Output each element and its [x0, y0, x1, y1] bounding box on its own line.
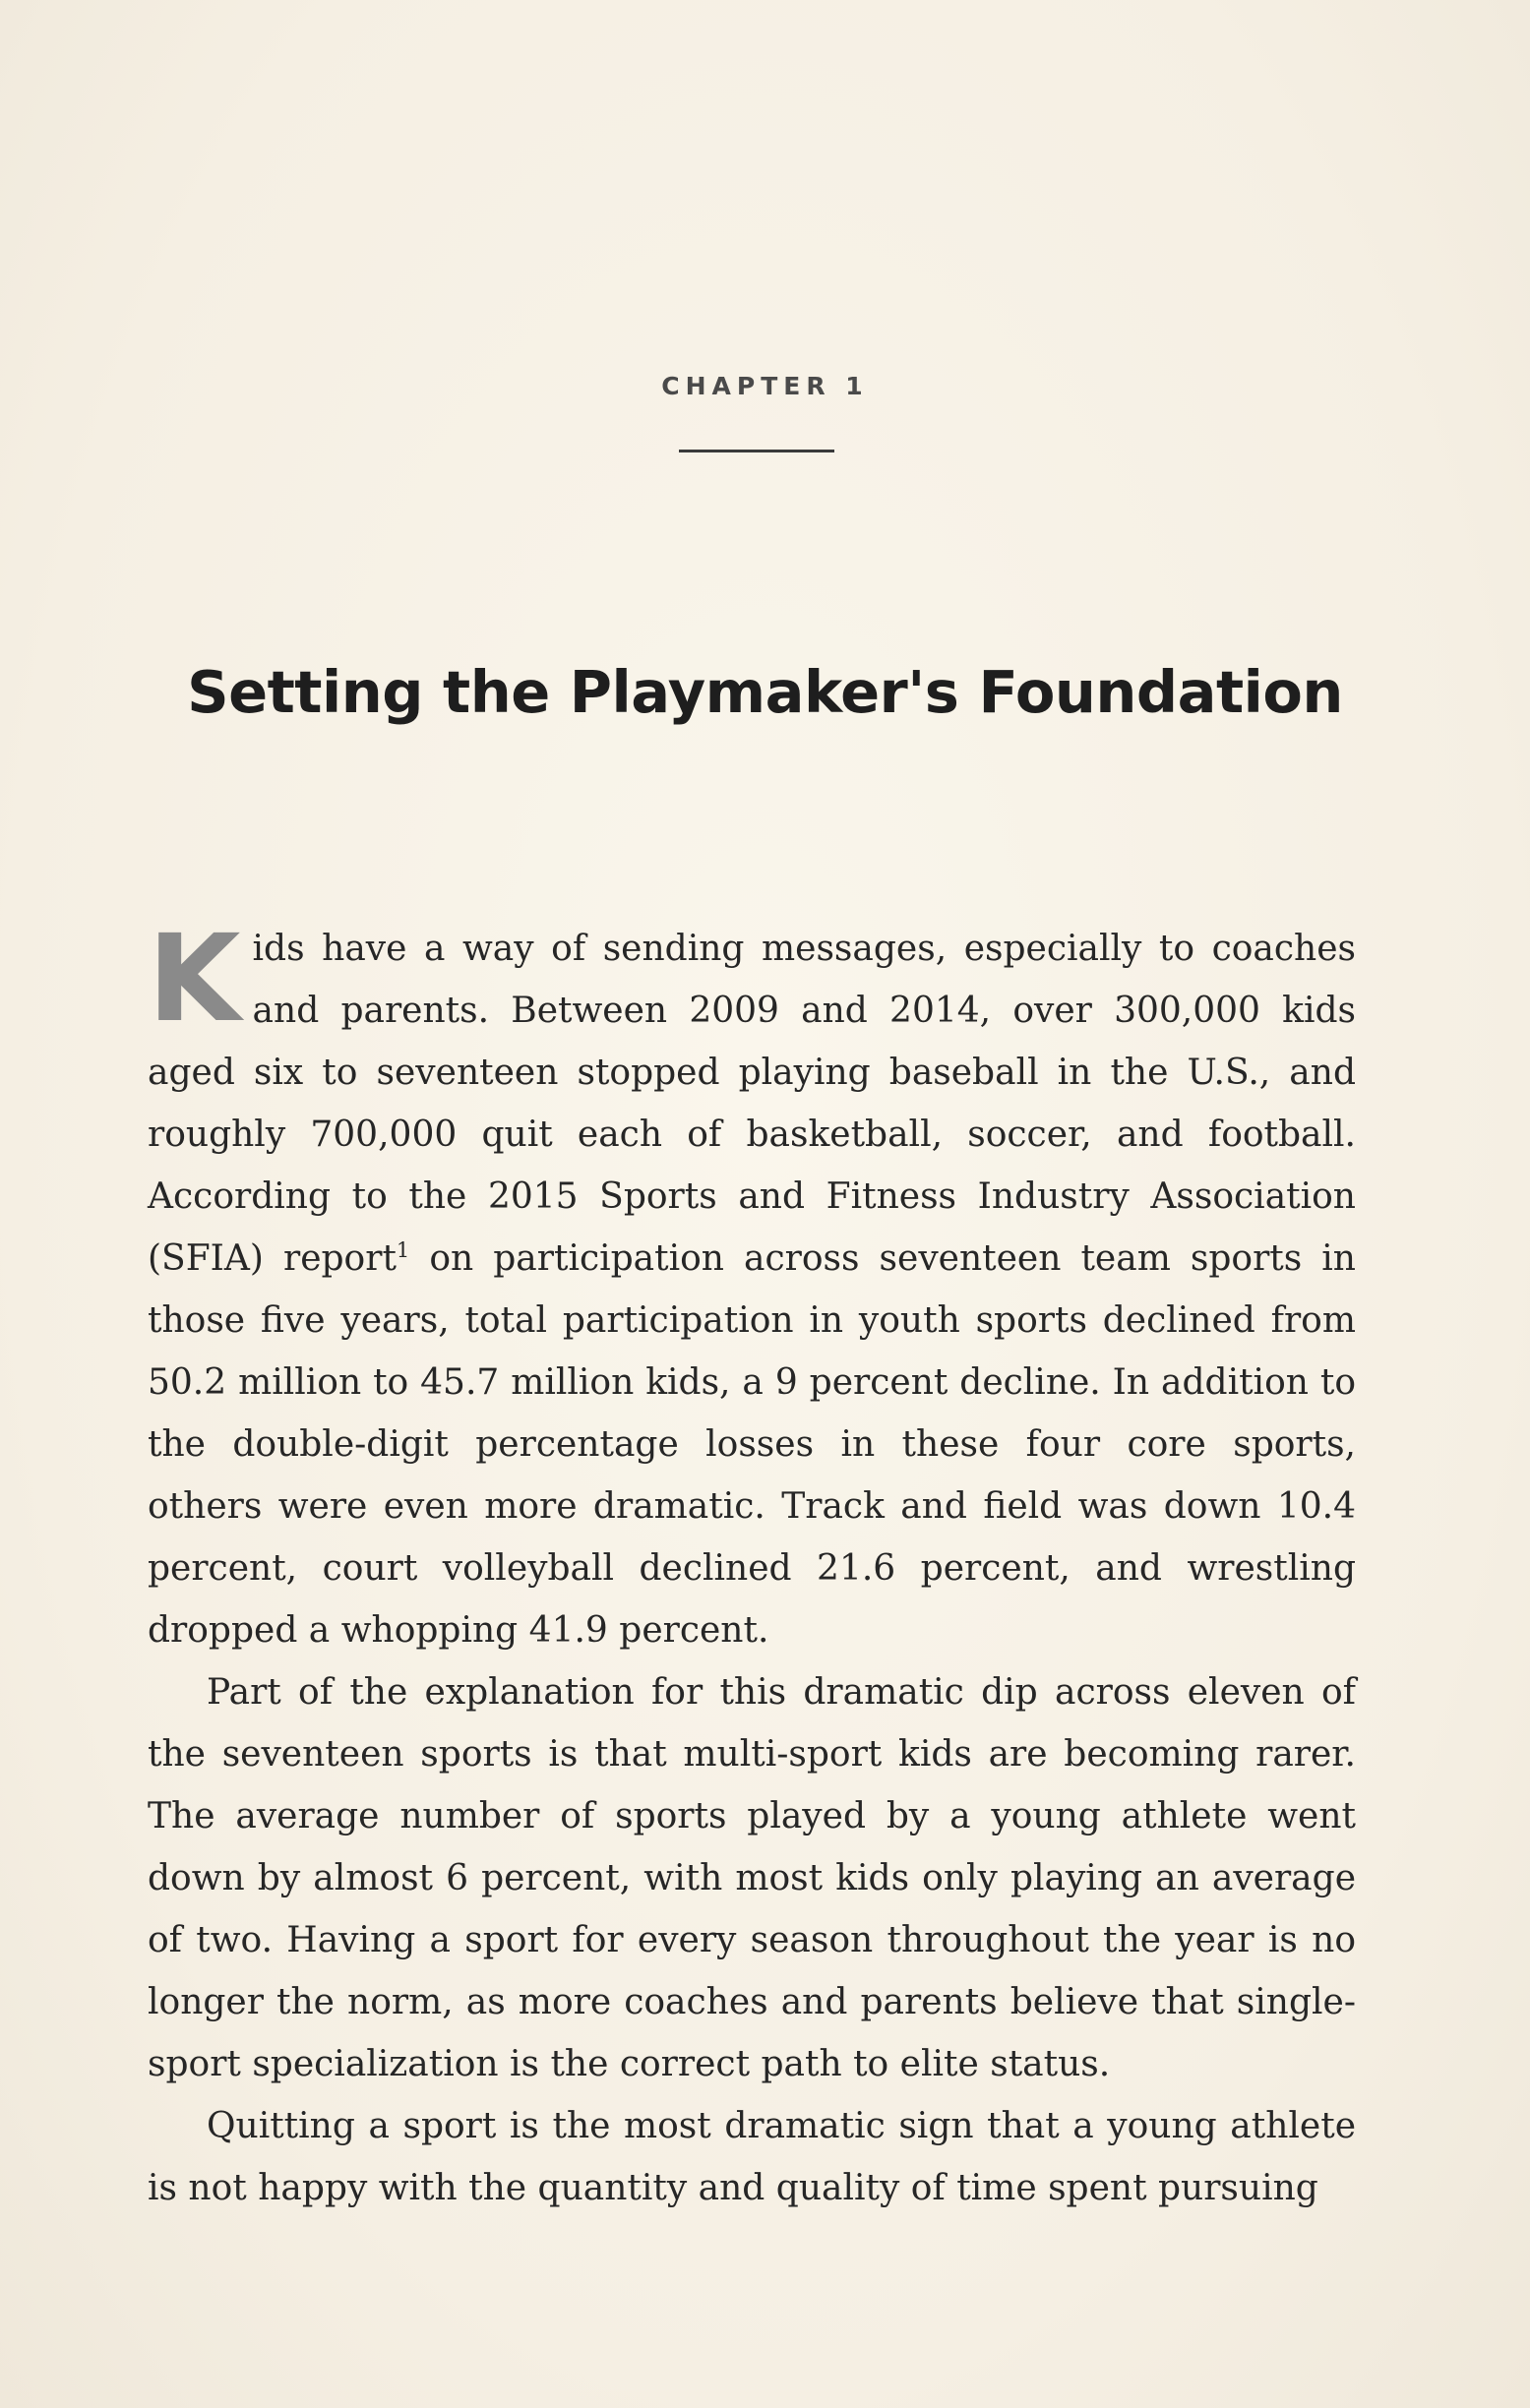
- paragraph-1: [148, 909, 1356, 1661]
- paragraph-3: Quitting a sport is the most dramatic sign that a young athlete is not happy with the quantity and quality of time spent pursuing: [148, 2106, 1356, 2208]
- paragraph-1-text-a: ids have a way of sending messages, especially to coaches and parents. Between 2009 and 2014, over 300,000 kids aged six to seventeen stopped playing baseball in the U.S., and roughly 700,000 quit each of basketball, soccer, and football. According to the 2015 Sports and Fitness Industry Association (SFIA) report: [148, 929, 1356, 1279]
- chapter-title: Setting the Playmaker's Foundation: [187, 658, 1343, 726]
- chapter-body: [148, 909, 1356, 2219]
- drop-cap: K: [148, 909, 241, 1049]
- chapter-label: CHAPTER 1: [661, 372, 869, 400]
- footnote-reference: 1: [396, 1238, 410, 1262]
- paragraph-1-text-b: on participation across seventeen team sports in those five years, total participation in youth sports declined from 50.2 million to 45.7 million kids, a 9 percent decline. In addition to the double-digit percentage losses in these four core sports, others were even more dramatic. Track and field was down 10.4 percent, court volleyball declined 21.6 percent, and wrestling dropped a whopping 41.9 percent.: [148, 1238, 1356, 1651]
- paragraph-2: Part of the explanation for this dramatic dip across eleven of the seventeen sports is that multi-sport kids are becoming rarer. The average number of sports played by a young athlete went down by almost 6 percent, with most kids only playing an average of two. Having a sport for every season throughout the year is no longer the norm, as more coaches and parents believe that single-sport specialization is the correct path to elite status.: [148, 1672, 1356, 2084]
- chapter-divider: [679, 450, 834, 452]
